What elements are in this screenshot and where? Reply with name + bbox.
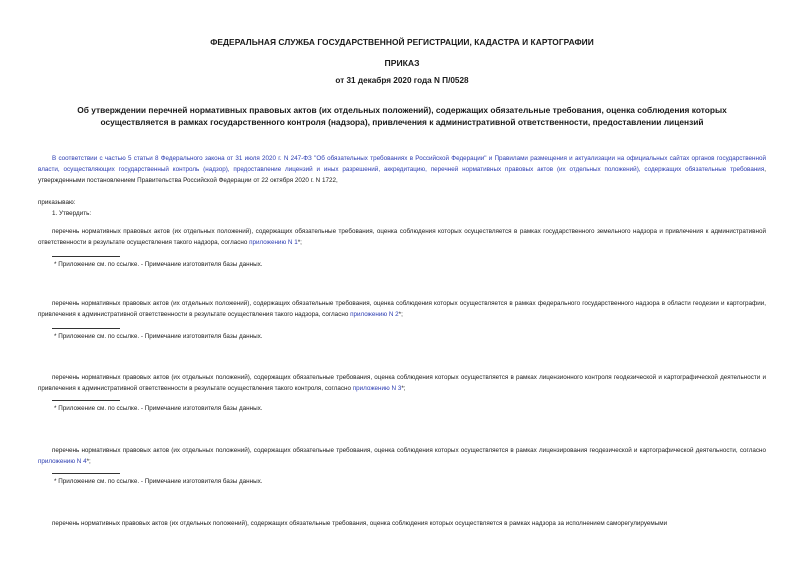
document-date: от 31 декабря 2020 года N П/0528 (335, 76, 469, 85)
footnote-divider (52, 473, 120, 474)
list-tail: *; (297, 239, 302, 246)
list-text: перечень нормативных правовых актов (их отдельных положений), содержащих обязательные требования, оценка соблюдения которых осуществляется в рамках федерального государственного надзора в области геодезии и картографии, привлечения к административной ответственности в результате осуществления такого надзора, согласно (38, 300, 766, 318)
footnote: * Приложение см. по ссылке. - Примечание изготовителя базы данных. (54, 261, 263, 268)
preamble-paragraph (38, 153, 766, 186)
list-paragraph-3 (38, 372, 766, 394)
title-line-2: осуществляется в рамках государственного контроля (надзора), привлечения к административной ответственности, предоставлении лицензий (100, 117, 704, 127)
item-1: 1. Утвердить: (52, 210, 92, 217)
footnote-divider (52, 400, 120, 401)
appendix-link-1[interactable]: приложению N 1 (249, 239, 298, 246)
list-text: перечень нормативных правовых актов (их отдельных положений), содержащих обязательные требования, оценка соблюдения которых осуществляется в рамках государственного земельного надзора и привлечения к административной ответственности в результате осуществления такого надзора, согласно (38, 228, 766, 246)
appendix-link-4[interactable]: приложению N 4 (38, 458, 87, 465)
list-text: перечень нормативных правовых актов (их отдельных положений), содержащих обязательные требования, оценка соблюдения которых осуществляется в рамках лицензирования геодезической и картографической деятельности, согласно (52, 447, 766, 454)
list-paragraph-5 (38, 518, 766, 529)
order-word: приказываю: (38, 199, 76, 206)
list-tail: *; (86, 458, 91, 465)
document-title (38, 104, 766, 128)
footnote-divider (52, 256, 120, 257)
footnote: * Приложение см. по ссылке. - Примечание изготовителя базы данных. (54, 478, 263, 485)
footnote: * Приложение см. по ссылке. - Примечание изготовителя базы данных. (54, 333, 263, 340)
appendix-link-2[interactable]: приложению N 2 (350, 311, 399, 318)
list-paragraph-2 (38, 298, 766, 320)
list-tail: *; (398, 311, 403, 318)
list-tail: *; (401, 385, 406, 392)
title-line-1: Об утверждении перечней нормативных правовых актов (их отдельных положений), содержащих обязательные требования, оценка соблюдения которых (77, 105, 727, 115)
list-paragraph-1 (38, 226, 766, 248)
footnote: * Приложение см. по ссылке. - Примечание изготовителя базы данных. (54, 405, 263, 412)
preamble-link[interactable]: В соответствии с частью 5 статьи 8 Федерального закона от 31 июля 2020 г. N 247-ФЗ "Об обязательных требованиях в Российской Федерации" и Правилами размещения и актуализации на официальных сайтах органов государственной власти, осуществляющих государственный контроль (надзор), предоставление лицензий и иных разрешений, аккредитацию, перечней нормативных правовых актов (их отдельных положений), содержащих обязательные требования (38, 155, 766, 173)
list-paragraph-4 (38, 445, 766, 467)
list-text: перечень нормативных правовых актов (их отдельных положений), содержащих обязательные требования, оценка соблюдения которых осуществляется в рамках лицензионного контроля геодезической и картографической деятельности и привлечения к административной ответственности в результате осуществления такого контроля, согласно (38, 374, 766, 392)
preamble-text: , утвержденными постановлением Правительства Российской Федерации от 22 октября 2020 г. N 1722, (38, 166, 766, 184)
footnote-divider (52, 328, 120, 329)
document-type: ПРИКАЗ (384, 58, 420, 68)
appendix-link-3[interactable]: приложению N 3 (352, 385, 402, 392)
agency-name: ФЕДЕРАЛЬНАЯ СЛУЖБА ГОСУДАРСТВЕННОЙ РЕГИСТРАЦИИ, КАДАСТРА И КАРТОГРАФИИ (210, 37, 594, 47)
list-text: перечень нормативных правовых актов (их отдельных положений), содержащих обязательные требования, оценка соблюдения которых осуществляется в рамках надзора за исполнением саморегулируемыми (52, 520, 668, 527)
